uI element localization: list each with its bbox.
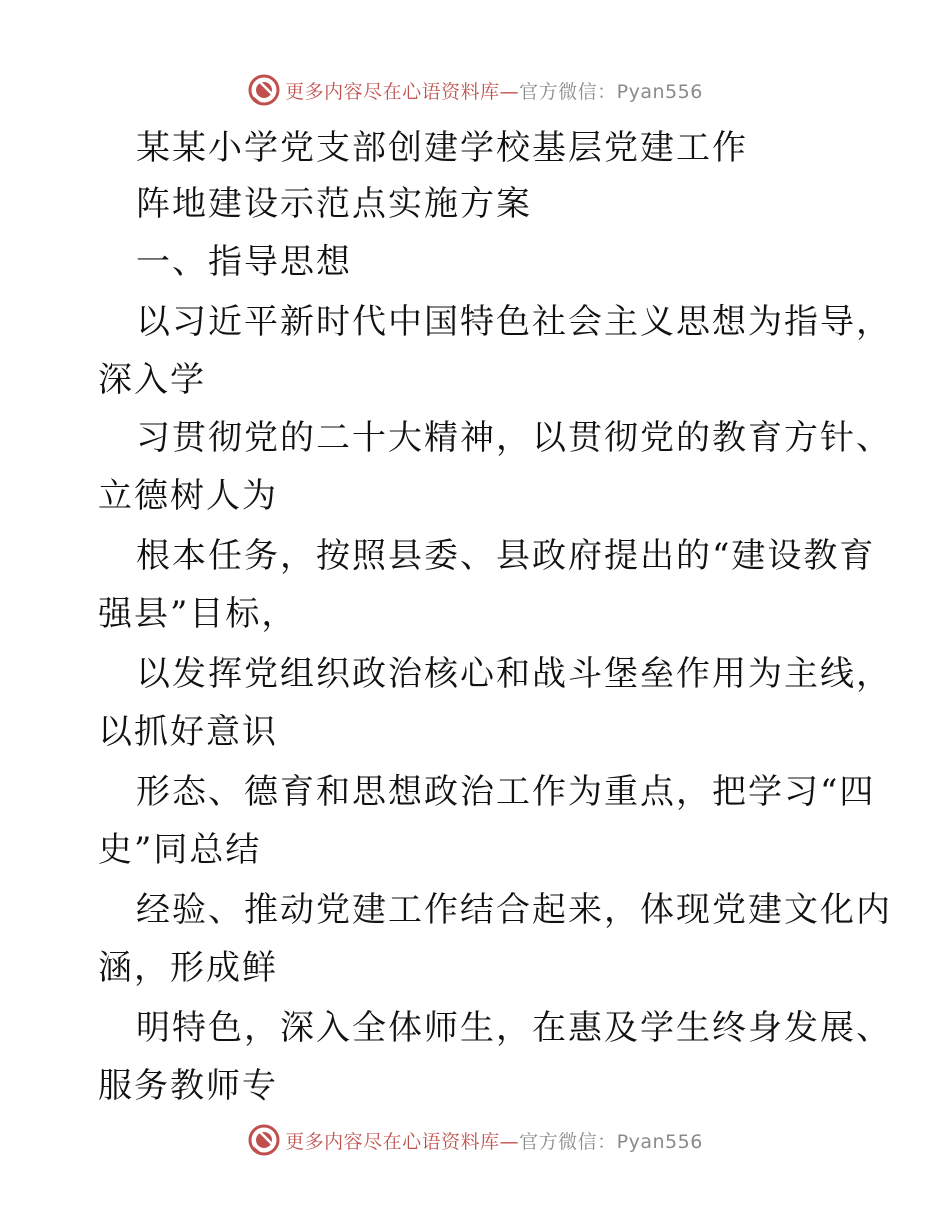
paragraph-line: 深入学 xyxy=(98,360,206,400)
red-seal-logo-icon xyxy=(247,1123,281,1157)
watermark-text xyxy=(285,77,703,104)
watermark-footer xyxy=(0,1120,950,1160)
paragraph-line: 以发挥党组织政治核心和战斗堡垒作用为主线， xyxy=(136,654,892,694)
paragraph-line: 史”同总结 xyxy=(98,830,262,870)
watermark-wechat: 官方微信：Pyan556 xyxy=(519,1130,703,1153)
paragraph-line: 习贯彻党的二十大精神，以贯彻党的教育方针、 xyxy=(136,418,892,458)
paragraph-line: 服务教师专 xyxy=(98,1066,278,1106)
section-heading: 一、指导思想 xyxy=(136,242,352,282)
paragraph-line: 形态、德育和思想政治工作为重点，把学习“四 xyxy=(136,772,876,812)
red-seal-logo-icon xyxy=(247,73,281,107)
paragraph-line: 明特色，深入全体师生，在惠及学生终身发展、 xyxy=(136,1008,892,1048)
title-line-2: 阵地建设示范点实施方案 xyxy=(136,184,532,224)
paragraph-line: 经验、推动党建工作结合起来，体现党建文化内 xyxy=(136,890,892,930)
paragraph-line: 立德树人为 xyxy=(98,476,278,516)
title-line-1: 某某小学党支部创建学校基层党建工作 xyxy=(136,128,748,168)
paragraph-line: 根本任务，按照县委、县政府提出的“建设教育 xyxy=(136,536,876,576)
paragraph-line: 涵，形成鲜 xyxy=(98,948,278,988)
watermark-site: 更多内容尽在心语资料库— xyxy=(285,1130,520,1153)
watermark-wechat: 官方微信：Pyan556 xyxy=(519,80,703,103)
watermark-text xyxy=(285,1127,703,1154)
paragraph-line: 以习近平新时代中国特色社会主义思想为指导， xyxy=(136,302,892,342)
paragraph-line: 强县”目标， xyxy=(98,594,298,634)
watermark-header xyxy=(0,70,950,110)
paragraph-line: 以抓好意识 xyxy=(98,712,278,752)
watermark-site: 更多内容尽在心语资料库— xyxy=(285,80,520,103)
